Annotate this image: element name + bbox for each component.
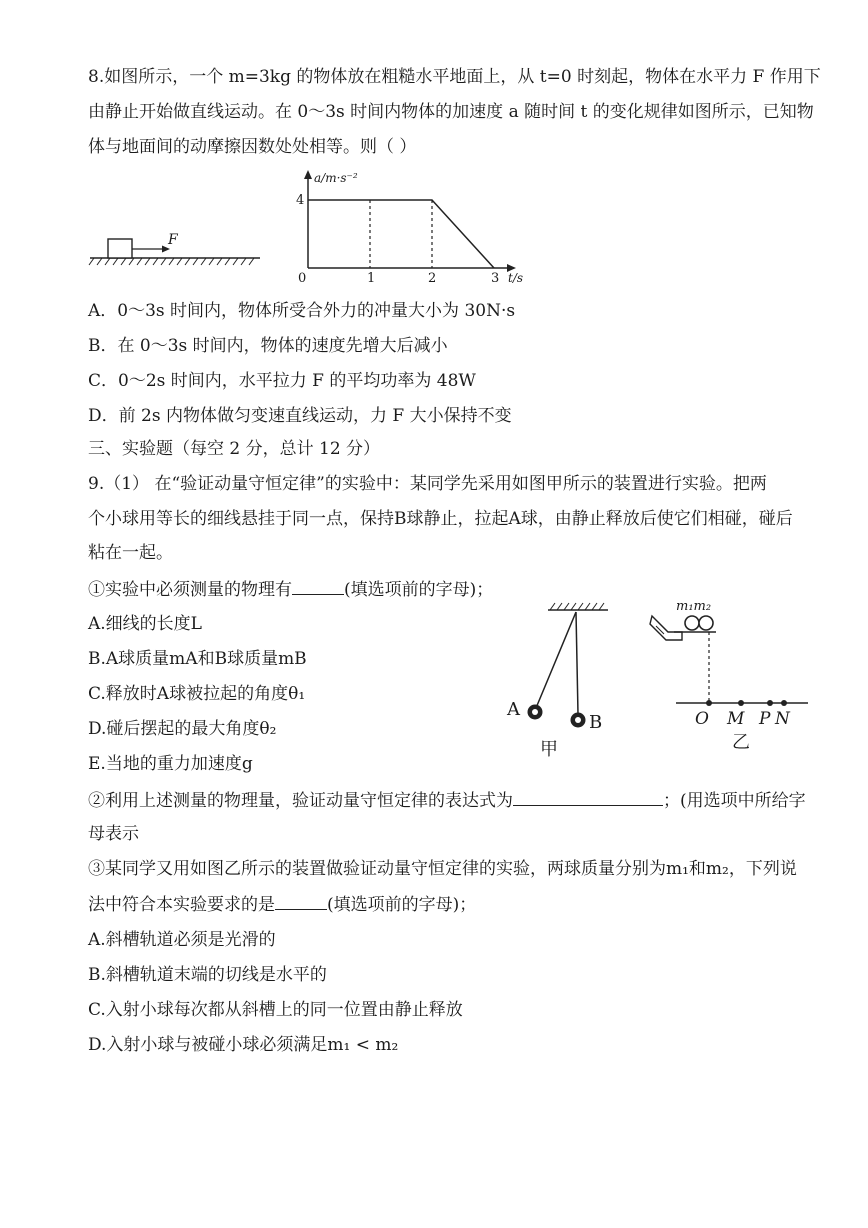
q8-line-2: 由静止开始做直线运动。在 0～3s 时间内物体的加速度 a 随时间 t 的变化规律如图所示，已知物 — [88, 102, 814, 122]
y-axis-label: a/m·s⁻² — [314, 171, 358, 185]
q9-part1-option-a: A.细线的长度L — [88, 614, 202, 634]
q9-part2-prompt — [88, 789, 806, 812]
q9-part1-option-c: C.释放时A球被拉起的角度θ₁ — [88, 684, 306, 704]
q9-part1-prompt-hint: (填选项前的字母)； — [344, 580, 494, 600]
q9-line-2: 个小球用等长的细线悬挂于同一点，保持B球静止，拉起A球，由静止释放后使它们相碰，碰后 — [88, 509, 793, 529]
answer-blank-3 — [275, 893, 327, 910]
string-a — [536, 612, 576, 708]
q9-part2-prompt-hint: ；(用选项中所给字 — [663, 791, 806, 811]
q9-part1-prompt — [88, 578, 493, 601]
figure-jia-caption: 甲 — [540, 739, 558, 760]
q8-line-3: 体与地面间的动摩擦因数处处相等。则（ ） — [88, 137, 417, 157]
figure-jia-pendulum — [500, 600, 630, 760]
figure-yi-caption: 乙 — [732, 732, 750, 753]
x-tick-label-2: 2 — [428, 271, 437, 286]
ball-m2 — [699, 616, 713, 630]
q9-part3-prompt-hint: (填选项前的字母)； — [327, 895, 477, 915]
q8-option-a: A．0～3s 时间内，物体所受合外力的冲量大小为 30N·s — [88, 301, 516, 321]
x-tick-label-3: 3 — [491, 271, 500, 286]
string-b — [576, 612, 578, 714]
q9-part1-option-d: D.碰后摆起的最大角度θ₂ — [88, 719, 277, 739]
mass-labels: m₁m₂ — [676, 599, 712, 614]
answer-blank-1 — [292, 578, 344, 595]
point-n-label: N — [775, 709, 790, 729]
point-o-label: O — [695, 709, 709, 729]
x-tick-label-0: 0 — [298, 271, 307, 286]
q9-part3-option-c: C.入射小球每次都从斜槽上的同一位置由静止释放 — [88, 1000, 463, 1020]
q9-part1-option-e: E.当地的重力加速度g — [88, 754, 253, 774]
q8-option-c: C．0～2s 时间内，水平拉力 F 的平均功率为 48W — [88, 371, 476, 391]
figure-yi-chute — [646, 596, 816, 758]
ball-b-label: B — [589, 712, 603, 733]
q9-part2-prompt-cont: 母表示 — [88, 824, 139, 844]
q8-block-figure — [88, 228, 264, 268]
q9-part3-option-d: D.入射小球与被碰小球必须满足m₁ < m₂ — [88, 1035, 399, 1055]
q8-option-d: D．前 2s 内物体做匀变速直线运动，力 F 大小保持不变 — [88, 406, 512, 426]
ball-m1 — [685, 616, 699, 630]
q8-option-b: B．在 0～3s 时间内，物体的速度先增大后减小 — [88, 336, 448, 356]
q8-line-1: 8.如图所示，一个 m=3kg 的物体放在粗糙水平地面上，从 t=0 时刻起，物体在水平力 F 作用下 — [88, 67, 821, 87]
acceleration-curve — [308, 200, 494, 268]
q9-part1-option-b: B.A球质量mA和B球质量mB — [88, 649, 307, 669]
q9-line-1: 9.（1） 在“验证动量守恒定律”的实验中：某同学先采用如图甲所示的装置进行实验。把两 — [88, 474, 767, 494]
q8-acceleration-graph — [282, 166, 532, 288]
point-p-label: P — [759, 709, 771, 729]
chute — [650, 616, 682, 640]
q9-part3-line-1: ③某同学又用如图乙所示的装置做验证动量守恒定律的实验，两球质量分别为m₁和m₂，下列说 — [88, 859, 797, 879]
answer-blank-2 — [513, 789, 663, 806]
point-m-label: M — [727, 709, 745, 729]
q9-part3-line-2 — [88, 893, 476, 916]
q9-line-3: 粘在一起。 — [88, 543, 173, 563]
block — [108, 239, 132, 258]
force-label: F — [168, 232, 178, 248]
x-axis-label: t/s — [508, 271, 524, 285]
x-tick-label-1: 1 — [367, 271, 376, 286]
q9-part3-option-b: B.斜槽轨道末端的切线是水平的 — [88, 965, 327, 985]
y-tick-label: 4 — [296, 193, 305, 208]
section-3-heading: 三、实验题（每空 2 分，总计 12 分） — [88, 439, 381, 459]
q9-part3-option-a: A.斜槽轨道必须是光滑的 — [88, 930, 276, 950]
q9-part2-prompt-text: ②利用上述测量的物理量，验证动量守恒定律的表达式为 — [88, 791, 513, 811]
ball-a-label: A — [507, 699, 520, 720]
q9-part1-prompt-text: ①实验中必须测量的物理有 — [88, 580, 292, 600]
q9-part3-prompt-text: 法中符合本实验要求的是 — [88, 895, 275, 915]
